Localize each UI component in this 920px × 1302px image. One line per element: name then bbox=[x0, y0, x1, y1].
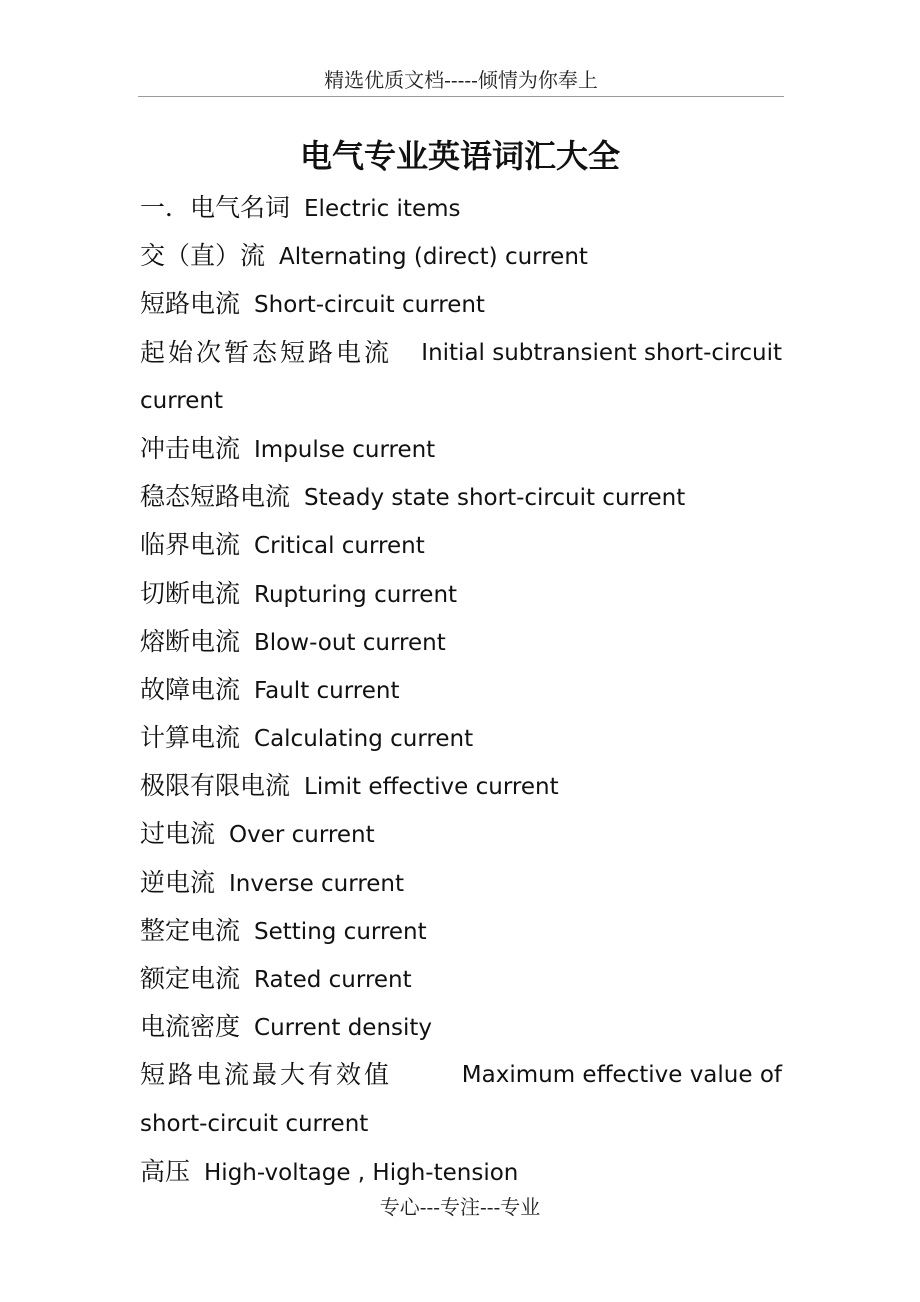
document-title: 电气专业英语词汇大全 bbox=[299, 137, 620, 175]
term-zh: 交（直）流 bbox=[140, 241, 266, 271]
list-item bbox=[140, 280, 782, 328]
term-zh: 故障电流 bbox=[140, 674, 241, 704]
term-en: Setting current bbox=[254, 918, 427, 945]
term-en: Over current bbox=[229, 822, 375, 849]
section-heading-zh: 一．电气名词 bbox=[140, 193, 291, 222]
page-header bbox=[138, 66, 784, 97]
term-zh: 起始次暂态短路电流 bbox=[140, 337, 393, 367]
list-item bbox=[140, 666, 782, 714]
term-en: Current density bbox=[254, 1015, 433, 1042]
list-item bbox=[140, 329, 782, 377]
term-zh: 临界电流 bbox=[140, 530, 241, 560]
header-text: 精选优质文档-----倾情为你奉上 bbox=[324, 68, 598, 92]
term-zh: 过电流 bbox=[140, 819, 216, 849]
list-item bbox=[140, 570, 782, 618]
list-item-continuation bbox=[140, 1100, 782, 1148]
term-en: Blow-out current bbox=[254, 629, 446, 656]
term-zh: 冲击电流 bbox=[140, 433, 241, 463]
term-zh: 切断电流 bbox=[140, 578, 241, 608]
page-footer bbox=[0, 1192, 920, 1222]
term-en: Impulse current bbox=[254, 436, 436, 463]
list-item bbox=[140, 762, 782, 810]
term-zh: 逆电流 bbox=[140, 867, 216, 897]
term-en: High-voltage , High-tension bbox=[204, 1159, 519, 1186]
term-en: Rated current bbox=[254, 967, 412, 993]
section-heading-en: Electric items bbox=[304, 196, 461, 222]
term-en: Inverse current bbox=[229, 870, 405, 897]
list-item bbox=[140, 907, 782, 955]
term-en: Calculating current bbox=[254, 726, 474, 753]
list-item bbox=[140, 714, 782, 762]
term-en: Maximum effective value of bbox=[461, 1062, 782, 1089]
term-en: Rupturing current bbox=[254, 581, 458, 608]
footer-text: 专心---专注---专业 bbox=[379, 1195, 541, 1219]
list-item bbox=[140, 1003, 782, 1051]
term-zh: 电流密度 bbox=[140, 1012, 241, 1042]
term-en: Critical current bbox=[254, 533, 425, 560]
term-zh: 额定电流 bbox=[140, 964, 241, 993]
term-zh: 熔断电流 bbox=[140, 626, 241, 656]
section-heading bbox=[140, 184, 782, 232]
term-zh: 短路电流 bbox=[140, 289, 241, 319]
list-item bbox=[140, 521, 782, 569]
term-en: Initial subtransient short-circuit bbox=[421, 339, 782, 366]
list-item bbox=[140, 232, 782, 280]
term-zh: 整定电流 bbox=[140, 915, 241, 945]
term-en: Short-circuit current bbox=[254, 292, 485, 319]
term-en: Fault current bbox=[254, 677, 400, 704]
list-item bbox=[140, 473, 782, 521]
term-zh: 稳态短路电流 bbox=[140, 482, 291, 512]
list-item-continuation bbox=[140, 377, 782, 425]
list-item bbox=[140, 1051, 782, 1099]
term-en: Limit effective current bbox=[304, 774, 559, 801]
term-en-continued: current bbox=[140, 387, 223, 414]
term-en: Alternating (direct) current bbox=[279, 244, 588, 271]
term-en-continued: short-circuit current bbox=[140, 1110, 369, 1137]
list-item bbox=[140, 810, 782, 858]
term-zh: 计算电流 bbox=[140, 723, 241, 753]
list-item bbox=[140, 1148, 782, 1196]
term-en: Steady state short-circuit current bbox=[304, 485, 686, 512]
list-item bbox=[140, 859, 782, 907]
list-item bbox=[140, 955, 782, 1003]
term-zh: 极限有限电流 bbox=[140, 771, 291, 801]
term-zh: 短路电流最大有效值 bbox=[140, 1060, 393, 1090]
list-item bbox=[140, 618, 782, 666]
list-item bbox=[140, 425, 782, 473]
term-zh: 高压 bbox=[140, 1156, 191, 1186]
glossary-list bbox=[140, 184, 782, 1196]
